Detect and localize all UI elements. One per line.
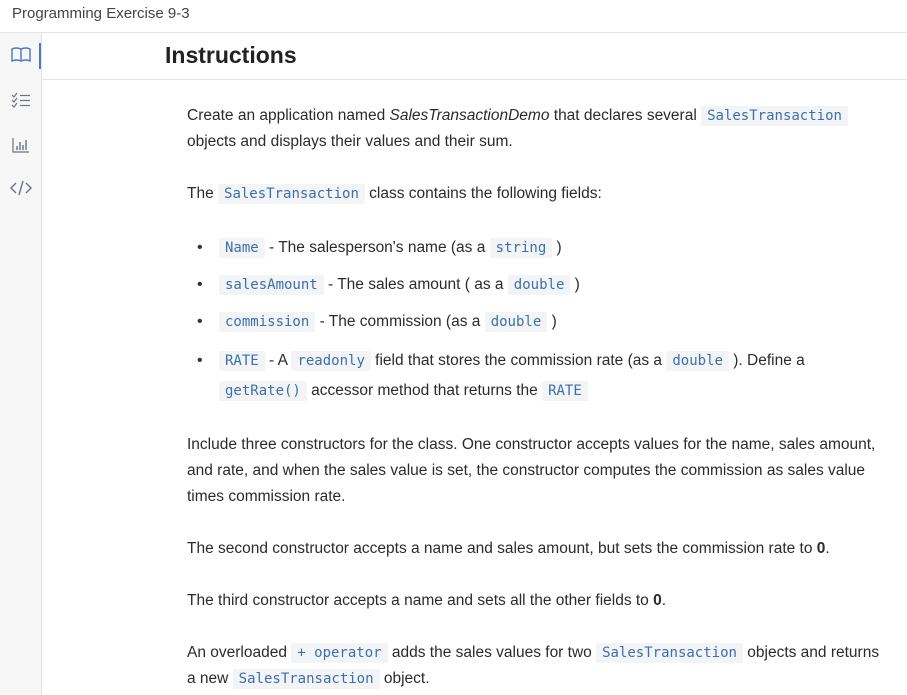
window-title: Programming Exercise 9-3 bbox=[12, 5, 190, 22]
sidebar bbox=[0, 33, 42, 695]
text: ) bbox=[570, 276, 580, 293]
text: - The salesperson's name (as a bbox=[264, 239, 490, 256]
bold-value: 0 bbox=[653, 592, 662, 609]
instructions-content bbox=[187, 103, 887, 692]
text: ) bbox=[552, 239, 562, 256]
bold-value: 0 bbox=[816, 540, 826, 557]
text: . bbox=[825, 540, 830, 557]
code-token: SalesTransaction bbox=[701, 106, 848, 126]
sidebar-item-results[interactable] bbox=[0, 127, 42, 163]
text: objects and returns a new bbox=[187, 644, 880, 687]
text: . bbox=[661, 592, 667, 609]
page-title: Instructions bbox=[165, 42, 297, 68]
text: ) bbox=[547, 313, 557, 330]
list-item bbox=[187, 272, 887, 298]
instructions-header bbox=[42, 33, 907, 80]
third-constructor-paragraph bbox=[187, 588, 887, 614]
code-token: SalesTransaction bbox=[233, 669, 380, 689]
text: - The commission (as a bbox=[315, 313, 485, 330]
text: accessor method that returns the bbox=[306, 382, 543, 399]
class-name: SalesTransactionDemo bbox=[389, 107, 550, 124]
code-token: RATE bbox=[219, 351, 265, 371]
fields-intro-paragraph bbox=[187, 181, 887, 207]
text: class contains the following fields: bbox=[364, 185, 602, 202]
constructors-paragraph: Include three constructors for the class. One constructor accepts values for the name, sales amount, and rate, and when the sales value is set, the constructor computes the commission as sales value times commission rate. bbox=[187, 436, 876, 505]
list-item bbox=[187, 309, 887, 335]
checklist-icon bbox=[11, 93, 31, 109]
text: An overloaded bbox=[187, 644, 292, 661]
bar-chart-icon bbox=[12, 137, 30, 153]
text: The bbox=[187, 185, 219, 202]
text: ). Define a bbox=[728, 352, 805, 369]
text: The second constructor accepts a name and sales amount, but sets the commission rate to bbox=[187, 540, 817, 557]
code-token: commission bbox=[219, 312, 315, 332]
code-icon bbox=[10, 180, 32, 196]
title-bar bbox=[0, 0, 907, 33]
list-item bbox=[187, 346, 887, 406]
text: Create an application named bbox=[187, 107, 390, 124]
sidebar-item-code[interactable] bbox=[0, 170, 42, 206]
book-icon bbox=[11, 47, 31, 63]
code-token: SalesTransaction bbox=[218, 184, 365, 204]
text: field that stores the commission rate (as a bbox=[370, 352, 667, 369]
text: objects and displays their values and their sum. bbox=[187, 133, 513, 150]
code-token: getRate() bbox=[219, 381, 307, 401]
code-token: double bbox=[666, 351, 729, 371]
operator-paragraph bbox=[187, 640, 887, 692]
code-token: salesAmount bbox=[219, 275, 324, 295]
intro-paragraph bbox=[187, 103, 887, 155]
code-token: double bbox=[485, 312, 548, 332]
sidebar-item-instructions[interactable] bbox=[0, 37, 42, 73]
code-token: string bbox=[490, 238, 553, 258]
sidebar-item-tasks[interactable] bbox=[0, 83, 42, 119]
text: that declares several bbox=[549, 107, 702, 124]
text: - A bbox=[264, 352, 292, 369]
code-token: double bbox=[508, 275, 571, 295]
text: adds the sales values for two bbox=[387, 644, 597, 661]
list-item bbox=[187, 235, 887, 261]
code-token: RATE bbox=[542, 381, 588, 401]
code-token: + operator bbox=[291, 643, 387, 663]
text: object. bbox=[379, 670, 430, 687]
code-token: SalesTransaction bbox=[596, 643, 743, 663]
code-token: Name bbox=[219, 238, 265, 258]
text: - The sales amount ( as a bbox=[323, 276, 508, 293]
fields-list bbox=[187, 235, 887, 406]
code-token: readonly bbox=[291, 351, 370, 371]
second-constructor-paragraph bbox=[187, 536, 887, 562]
text: The third constructor accepts a name and sets all the other fields to bbox=[187, 592, 654, 609]
